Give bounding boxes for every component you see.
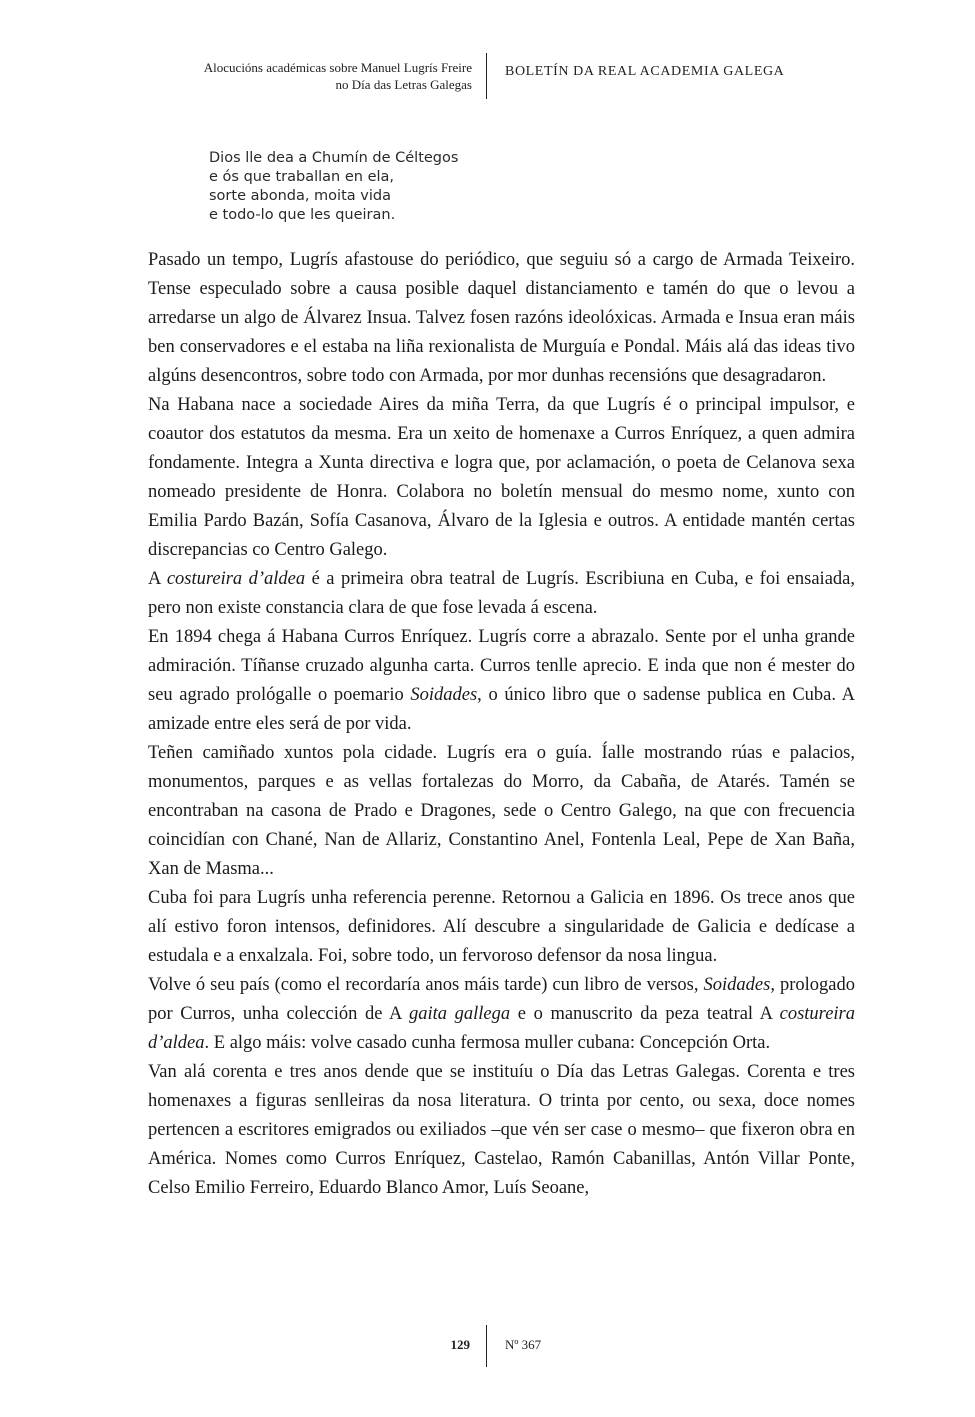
paragraph-text: , prologado por Curros, unha colección de A [148, 975, 855, 1024]
paragraph-text: Na Habana nace a sociedade Aires da miña Terra, da que Lugrís é o principal impulsor, e coautor dos estatutos da mesma. Era un xeito de homenaxe a Curros Enríquez, a quen admira fondamente. Integra a Xunta directiva e logra que, por aclamación, o poeta de Celanova sexa nomeado presidente de Honra. Colabora no boletín mensual do mesmo nome, xunto con Emilia Pardo Bazán, Sofía Casanova, Álvaro de la Iglesia e outros. A entidade mantén certas discrepancias co Centro Galego. [148, 395, 855, 560]
paragraph-text: Pasado un tempo, Lugrís afastouse do periódico, que seguiu só a cargo de Armada Teixeiro. Tense especulado sobre a causa posible daquel distanciamento e tamén do que o levou a arredarse un algo de Álvarez Insua. Talvez fosen razóns ideolóxicas. Armada e Insua eran máis ben conservadores e el estaba na liña rexionalista de Murguía e Pondal. Máis alá das ideas tivo algúns desencontros, sobre todo con Armada, por mor dunhas recensións que desagradaron. [148, 250, 855, 386]
verse-line: sorte abonda, moita vida [209, 188, 391, 204]
issue-number: Nº 367 [505, 1337, 542, 1352]
paragraph [148, 739, 855, 884]
paragraph [148, 884, 855, 971]
verse-line: Dios lle dea a Chumín de Céltegos [209, 150, 459, 166]
paragraph [148, 391, 855, 565]
work-title: Soidades [703, 975, 771, 995]
work-title: costureira d’aldea [148, 1004, 855, 1053]
work-title: costureira d’aldea [166, 569, 306, 589]
paragraph [148, 246, 855, 391]
paragraph-text: é a primeira obra teatral de Lugrís. Escribiuna en Cuba, e foi ensaiada, pero non existe constancia clara de que fose levada á escena. [148, 569, 855, 618]
running-header-left [204, 59, 472, 93]
paragraph-text: A [148, 569, 167, 589]
work-title: gaita gallega [408, 1004, 511, 1024]
paragraph-text: Van alá corenta e tres anos dende que se instituíu o Día das Letras Galegas. Corenta e tres homenaxes a figuras senlleiras da nosa literatura. O trinta por cento, ou sexa, doce nomes pertencen a escritores emigrados ou exiliados –que vén ser case o mesmo– que fixeron obra en América. Nomes como Curros Enríquez, Castelao, Ramón Cabanillas, Antón Villar Ponte, Celso Emilio Ferreiro, Eduardo Blanco Amor, Luís Seoane, [148, 1062, 855, 1198]
header-subtitle-line1: Alocucións académicas sobre Manuel Lugrís Freire [203, 60, 472, 75]
paragraph-text: Teñen camiñado xuntos pola cidade. Lugrís era o guía. Íalle mostrando rúas e palacios, monumentos, parques e as vellas fortalezas do Morro, da Cabaña, de Atarés. Tamén se encontraban na casona de Prado e Dragones, sede o Centro Galego, na que con frecuencia coincidían con Chané, Nan de Allariz, Constantino Anel, Fontenla Leal, Pepe de Xan Baña, Xan de Masma... [148, 743, 855, 879]
footer-divider [486, 1325, 487, 1367]
paragraph [148, 565, 855, 623]
paragraph-text: Cuba foi para Lugrís unha referencia perenne. Retornou a Galicia en 1896. Os trece anos que alí estivo foron intensos, definidores. Alí descubre a singularidade de Galicia e dedícase a estudala e a enxalzala. Foi, sobre todo, un fervoroso defensor da nosa lingua. [148, 888, 855, 966]
paragraph-text: . E algo máis: volve casado cunha fermosa muller cubana: Concepción Orta. [204, 1033, 771, 1053]
paragraph-text: e o manuscrito da peza teatral A [510, 1004, 780, 1024]
journal-title: BOLETÍN DA REAL ACADEMIA GALEGA [505, 64, 785, 79]
header-subtitle-line2: no Día das Letras Galegas [335, 77, 472, 92]
paragraph [148, 971, 855, 1058]
paragraph [148, 1058, 855, 1203]
paragraph-text: En 1894 chega á Habana Curros Enríquez. Lugrís corre a abrazalo. Sente por el unha grande admiración. Tíñanse cruzado algunha carta. Curros tenlle aprecio. E inda que non é mester do seu agrado prológalle o poemario [148, 627, 855, 705]
body-text [148, 246, 855, 1203]
work-title: Soidades [410, 685, 478, 705]
paragraph [148, 623, 855, 739]
paragraph-text: , o único libro que o sadense publica en Cuba. A amizade entre eles será de por vida. [148, 685, 855, 734]
verse-quote [209, 149, 458, 225]
paragraph-text: Volve ó seu país (como el recordaría anos máis tarde) cun libro de versos, [148, 975, 704, 995]
page-number: 129 [450, 1337, 470, 1352]
verse-line: e todo-lo que les queiran. [209, 207, 396, 223]
verse-line: e ós que traballan en ela, [209, 169, 395, 185]
header-divider [486, 53, 487, 99]
